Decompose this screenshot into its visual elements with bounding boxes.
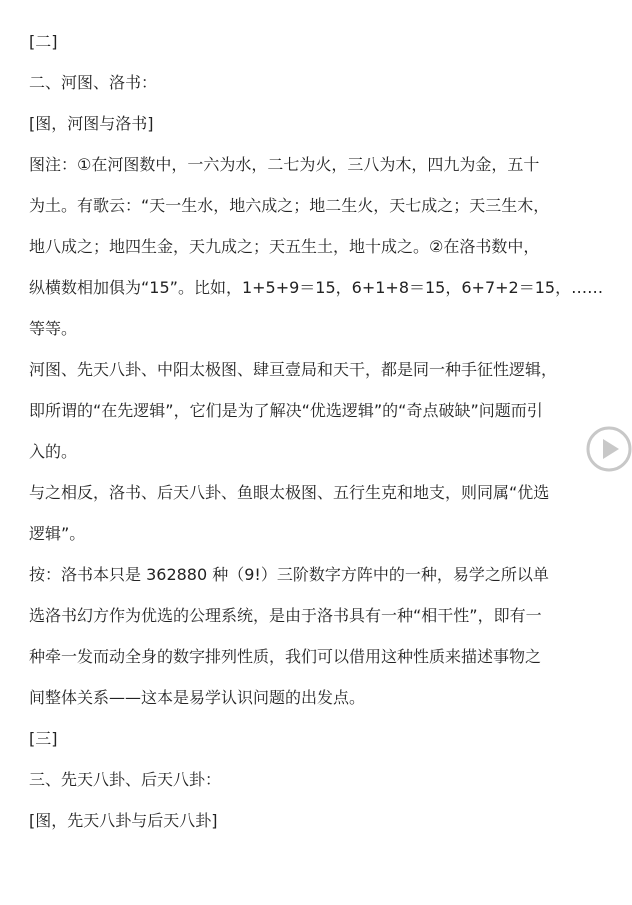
figure-placeholder-hetu-luoshu: [图，河图与洛书] (29, 114, 154, 133)
paragraph-line: 为土。有歌云：“天一生水，地六成之；地二生火，天七成之；天三生木， (29, 196, 550, 215)
play-circle-icon[interactable] (586, 424, 632, 474)
paragraph-line: 种牵一发而动全身的数字排列性质，我们可以借用这种性质来描述事物之 (29, 647, 542, 666)
paragraph-line: 选洛书幻方作为优选的公理系统，是由于洛书具有一种“相干性”，即有一 (29, 606, 542, 625)
section-heading-3: 三、先天八卦、后天八卦： (29, 770, 222, 789)
document-body (29, 32, 604, 831)
paragraph-line: 纵横数相加俱为“15”。比如，1+5+9＝15，6+1+8＝15，6+7+2＝15，…… (29, 278, 604, 297)
paragraph-line: 图注：①在河图数中，一六为水，二七为火，三八为木，四九为金，五十 (29, 155, 540, 174)
play-circle-icon-graphic (586, 424, 632, 474)
figure-placeholder-bagua: [图，先天八卦与后天八卦] (29, 811, 218, 830)
paragraph-line: 逻辑”。 (29, 524, 86, 543)
paragraph-line: 间整体关系——这本是易学认识问题的出发点。 (29, 688, 366, 707)
section-marker-2: [二] (29, 32, 58, 51)
paragraph-line: 即所谓的“在先逻辑”，它们是为了解决“优选逻辑”的“奇点破缺”问题而引 (29, 401, 543, 420)
paragraph-line: 按：洛书本只是 362880 种（9!）三阶数字方阵中的一种，易学之所以单 (29, 565, 549, 584)
paragraph-line: 与之相反，洛书、后天八卦、鱼眼太极图、五行生克和地支，则同属“优选 (29, 483, 550, 502)
paragraph-line: 入的。 (29, 442, 78, 461)
section-marker-3: [三] (29, 729, 58, 748)
section-heading-2: 二、河图、洛书： (29, 73, 158, 92)
paragraph-line: 等等。 (29, 319, 78, 338)
paragraph-line: 河图、先天八卦、中阳太极图、肆亘壹局和天干，都是同一种手征性逻辑， (29, 360, 558, 379)
paragraph-line: 地八成之；地四生金，天九成之；天五生土，地十成之。②在洛书数中， (29, 237, 540, 256)
